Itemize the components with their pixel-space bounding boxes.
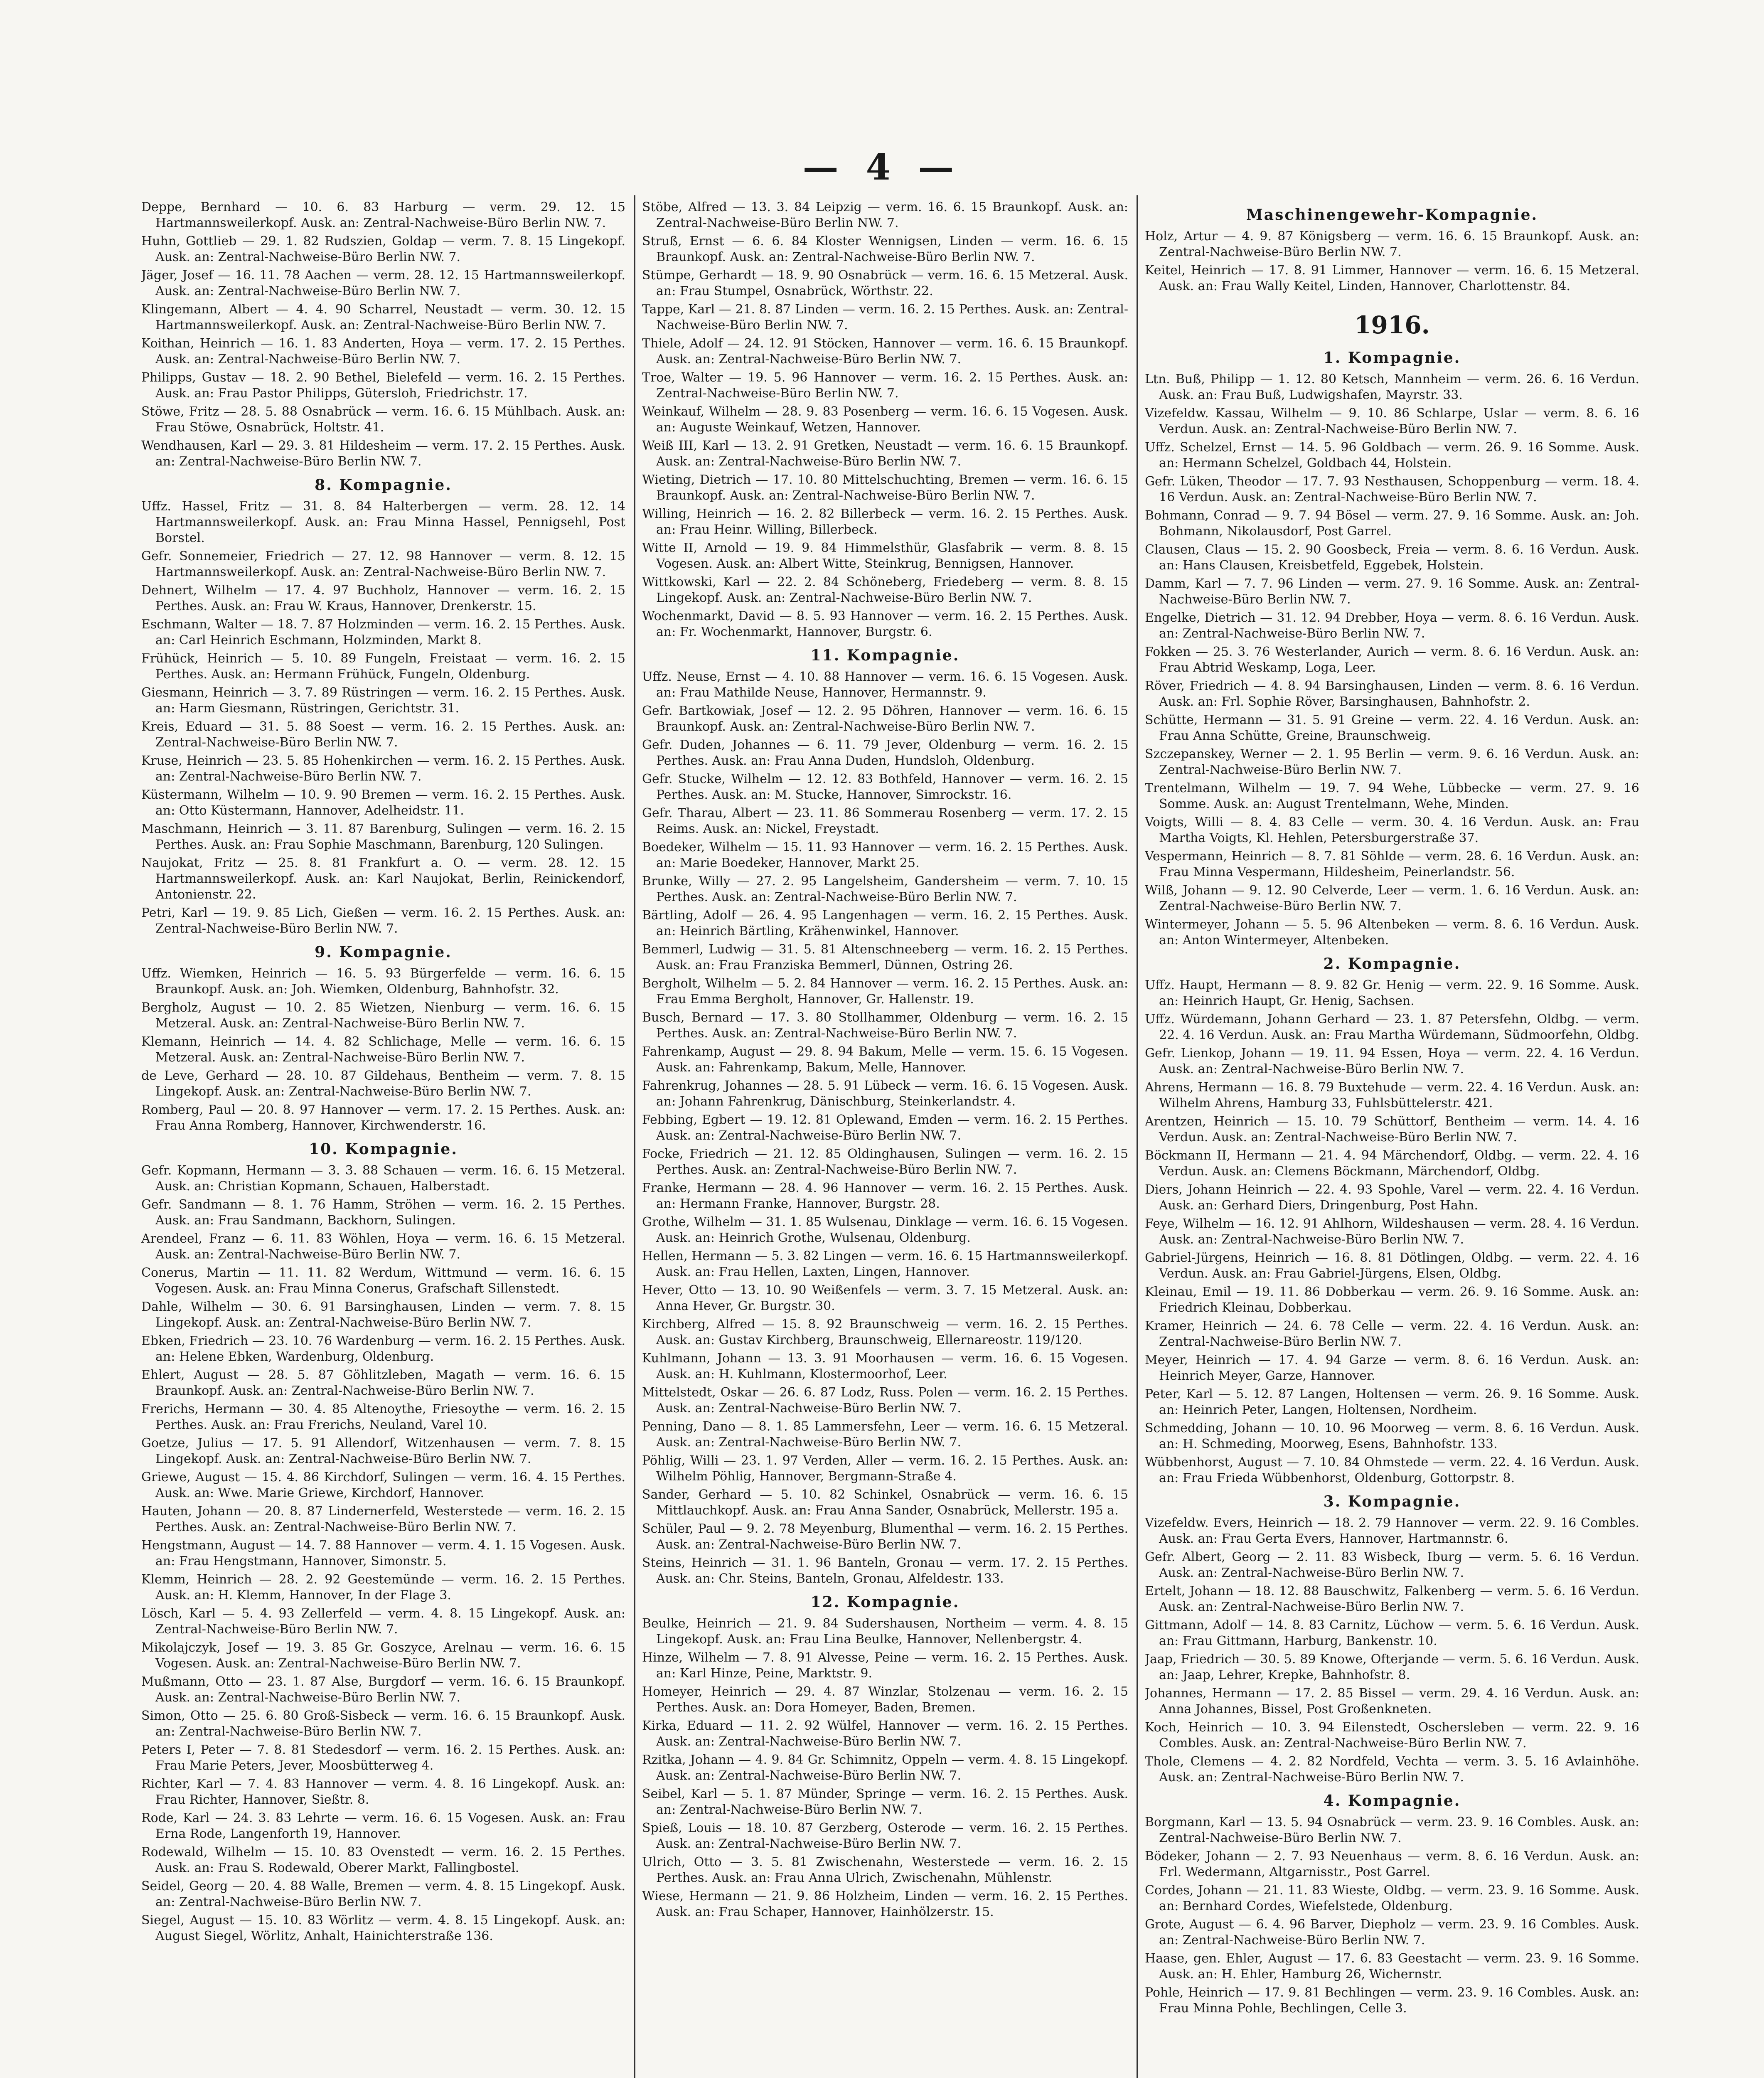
casualty-entry: Peter, Karl — 5. 12. 87 Langen, Holtensen — verm. 26. 9. 16 Somme. Ausk. an: Heinrich Peter, Langen, Holtensen, Nordheim.	[1145, 1387, 1639, 1417]
casualty-entry: Kreis, Eduard — 31. 5. 88 Soest — verm. 16. 2. 15 Perthes. Ausk. an: Zentral-Nachweise-Büro Berlin NW. 7.	[141, 719, 625, 750]
casualty-entry: Dahle, Wilhelm — 30. 6. 91 Barsinghausen, Linden — verm. 7. 8. 15 Lingekopf. Ausk. an: Zentral-Nachweise-Büro Berlin NW. 7.	[141, 1300, 625, 1330]
casualty-entry: Koithan, Heinrich — 16. 1. 83 Anderten, Hoya — verm. 17. 2. 15 Perthes. Ausk. an: Zentral-Nachweise-Büro Berlin NW. 7.	[141, 336, 625, 367]
casualty-entry: Gefr. Lienkop, Johann — 19. 11. 94 Essen, Hoya — verm. 22. 4. 16 Verdun. Ausk. an: Zentral-Nachweise-Büro Berlin NW. 7.	[1145, 1046, 1639, 1076]
casualty-entry: Jäger, Josef — 16. 11. 78 Aachen — verm. 28. 12. 15 Hartmannsweilerkopf. Ausk. an: Zentral-Nachweise-Büro Berlin NW. 7.	[141, 268, 625, 298]
casualty-entry: Kuhlmann, Johann — 13. 3. 91 Moorhausen — verm. 16. 6. 15 Vogesen. Ausk. an: H. Kuhlmann, Klostermoorhof, Leer.	[642, 1351, 1128, 1381]
casualty-entry: Ertelt, Johann — 18. 12. 88 Bauschwitz, Falkenberg — verm. 5. 6. 16 Verdun. Ausk. an: Zentral-Nachweise-Büro Berlin NW. 7.	[1145, 1584, 1639, 1614]
casualty-entry: Gefr. Bartkowiak, Josef — 12. 2. 95 Döhren, Hannover — verm. 16. 6. 15 Braunkopf. Ausk. an: Zentral-Nachweise-Büro Berlin NW. 7.	[642, 704, 1128, 734]
section-heading: 9. Kompagnie.	[315, 943, 452, 961]
casualty-entry: Petri, Karl — 19. 9. 85 Lich, Gießen — verm. 16. 2. 15 Perthes. Ausk. an: Zentral-Nachweise-Büro Berlin NW. 7.	[141, 906, 625, 936]
casualty-entry: Wilß, Johann — 9. 12. 90 Celverde, Leer — verm. 1. 6. 16 Verdun. Ausk. an: Zentral-Nachweise-Büro Berlin NW. 7.	[1145, 883, 1639, 913]
casualty-entry: Stümpe, Gerhardt — 18. 9. 90 Osnabrück — verm. 16. 6. 15 Metzeral. Ausk. an: Frau Stumpel, Osnabrück, Wörthstr. 22.	[642, 268, 1128, 298]
column-2	[642, 199, 1128, 2078]
casualty-entry: Conerus, Martin — 11. 11. 82 Werdum, Wittmund — verm. 16. 6. 15 Vogesen. Ausk. an: Frau Minna Conerus, Grafschaft Sillenstedt.	[141, 1266, 625, 1296]
casualty-entry: Focke, Friedrich — 21. 12. 85 Oldinghausen, Sulingen — verm. 16. 2. 15 Perthes. Ausk. an: Zentral-Nachweise-Büro Berlin NW. 7.	[642, 1147, 1128, 1177]
casualty-entry: Wiese, Hermann — 21. 9. 86 Holzheim, Linden — verm. 16. 2. 15 Perthes. Ausk. an: Frau Schaper, Hannover, Hainhölzerstr. 15.	[642, 1889, 1128, 1919]
casualty-entry: Beulke, Heinrich — 21. 9. 84 Sudershausen, Northeim — verm. 4. 8. 15 Lingekopf. Ausk. an: Frau Lina Beulke, Hannover, Nellenbergstr. 4.	[642, 1616, 1128, 1647]
casualty-entry: Griewe, August — 15. 4. 86 Kirchdorf, Sulingen — verm. 16. 4. 15 Perthes. Ausk. an: Wwe. Marie Griewe, Kirchdorf, Hannover.	[141, 1470, 625, 1500]
casualty-entry: Uffz. Neuse, Ernst — 4. 10. 88 Hannover — verm. 16. 6. 15 Vogesen. Ausk. an: Frau Mathilde Neuse, Hannover, Hermannstr. 9.	[642, 670, 1128, 700]
casualty-entry: Uffz. Haupt, Hermann — 8. 9. 82 Gr. Henig — verm. 22. 9. 16 Somme. Ausk. an: Heinrich Haupt, Gr. Henig, Sachsen.	[1145, 978, 1639, 1008]
casualty-entry: Thiele, Adolf — 24. 12. 91 Stöcken, Hannover — verm. 16. 6. 15 Braunkopf. Ausk. an: Zentral-Nachweise-Büro Berlin NW. 7.	[642, 336, 1128, 367]
casualty-entry: Mikolajczyk, Josef — 19. 3. 85 Gr. Goszyce, Arelnau — verm. 16. 6. 15 Vogesen. Ausk. an: Zentral-Nachweise-Büro Berlin NW. 7.	[141, 1640, 625, 1671]
casualty-entry: Romberg, Paul — 20. 8. 97 Hannover — verm. 17. 2. 15 Perthes. Ausk. an: Frau Anna Romberg, Hannover, Kirchwenderstr. 16.	[141, 1103, 625, 1133]
casualty-entry: Szczepanskey, Werner — 2. 1. 95 Berlin — verm. 9. 6. 16 Verdun. Ausk. an: Zentral-Nachweise-Büro Berlin NW. 7.	[1145, 747, 1639, 777]
casualty-entry: Rzitka, Johann — 4. 9. 84 Gr. Schimnitz, Oppeln — verm. 4. 8. 15 Lingekopf. Ausk. an: Zentral-Nachweise-Büro Berlin NW. 7.	[642, 1753, 1128, 1783]
casualty-entry: Wittkowski, Karl — 22. 2. 84 Schöneberg, Friedeberg — verm. 8. 8. 15 Lingekopf. Ausk. an: Zentral-Nachweise-Büro Berlin NW. 7.	[642, 575, 1128, 605]
casualty-entry: Boedeker, Wilhelm — 15. 11. 93 Hannover — verm. 16. 2. 15 Perthes. Ausk. an: Marie Boedeker, Hannover, Markt 25.	[642, 840, 1128, 870]
casualty-entry: Johannes, Hermann — 17. 2. 85 Bissel — verm. 29. 4. 16 Verdun. Ausk. an: Anna Johannes, Bissel, Post Großenkneten.	[1145, 1686, 1639, 1716]
casualty-entry: Kirka, Eduard — 11. 2. 92 Wülfel, Hannover — verm. 16. 2. 15 Perthes. Ausk. an: Zentral-Nachweise-Büro Berlin NW. 7.	[642, 1719, 1128, 1749]
casualty-entry: Hellen, Hermann — 5. 3. 82 Lingen — verm. 16. 6. 15 Hartmannsweilerkopf. Ausk. an: Frau Hellen, Laxten, Lingen, Hannover.	[642, 1249, 1128, 1279]
year-heading: 1916.	[1354, 311, 1430, 339]
casualty-entry: Spieß, Louis — 18. 10. 87 Gerzberg, Osterode — verm. 16. 2. 15 Perthes. Ausk. an: Zentral-Nachweise-Büro Berlin NW. 7.	[642, 1821, 1128, 1851]
casualty-entry: Naujokat, Fritz — 25. 8. 81 Frankfurt a. O. — verm. 28. 12. 15 Hartmannsweilerkopf. Ausk. an: Karl Naujokat, Berlin, Reinickendorf, Antonienstr. 22.	[141, 856, 625, 902]
casualty-entry: Wübbenhorst, August — 7. 10. 84 Ohmstede — verm. 22. 4. 16 Verdun. Ausk. an: Frau Frieda Wübbenhorst, Oldenburg, Gottorpstr. 8.	[1145, 1455, 1639, 1485]
casualty-entry: Wieting, Dietrich — 17. 10. 80 Mittelschuchting, Bremen — verm. 16. 6. 15 Braunkopf. Ausk. an: Zentral-Nachweise-Büro Berlin NW. 7.	[642, 473, 1128, 503]
casualty-entry: Siegel, August — 15. 10. 83 Wörlitz — verm. 4. 8. 15 Lingekopf. Ausk. an: August Siegel, Wörlitz, Anhalt, Hainichterstraße 136.	[141, 1913, 625, 1943]
casualty-entry: Fahrenkamp, August — 29. 8. 94 Bakum, Melle — verm. 15. 6. 15 Vogesen. Ausk. an: Fahrenkamp, Bakum, Melle, Hannover.	[642, 1044, 1128, 1075]
casualty-entry: Willing, Heinrich — 16. 2. 82 Billerbeck — verm. 16. 2. 15 Perthes. Ausk. an: Frau Heinr. Willing, Billerbeck.	[642, 507, 1128, 537]
casualty-entry: Böckmann II, Hermann — 21. 4. 94 Märchendorf, Oldbg. — verm. 22. 4. 16 Verdun. Ausk. an: Clemens Böckmann, Märchendorf, Oldbg.	[1145, 1148, 1639, 1179]
casualty-entry: Simon, Otto — 25. 6. 80 Groß-Sisbeck — verm. 16. 6. 15 Braunkopf. Ausk. an: Zentral-Nachweise-Büro Berlin NW. 7.	[141, 1709, 625, 1739]
casualty-entry: Bohmann, Conrad — 9. 7. 94 Bösel — verm. 27. 9. 16 Somme. Ausk. an: Joh. Bohmann, Nikolausdorf, Post Garrel.	[1145, 508, 1639, 539]
casualty-entry: Hengstmann, August — 14. 7. 88 Hannover — verm. 4. 1. 15 Vogesen. Ausk. an: Frau Hengstmann, Hannover, Simonstr. 5.	[141, 1538, 625, 1568]
casualty-entry: Ltn. Buß, Philipp — 1. 12. 80 Ketsch, Mannheim — verm. 26. 6. 16 Verdun. Ausk. an: Frau Buß, Ludwigshafen, Mayrstr. 33.	[1145, 372, 1639, 402]
casualty-entry: Rode, Karl — 24. 3. 83 Lehrte — verm. 16. 6. 15 Vogesen. Ausk. an: Frau Erna Rode, Langenforth 19, Hannover.	[141, 1811, 625, 1841]
casualty-entry: Bärtling, Adolf — 26. 4. 95 Langenhagen — verm. 16. 2. 15 Perthes. Ausk. an: Heinrich Bärtling, Krähenwinkel, Hannover.	[642, 908, 1128, 938]
casualty-entry: Klemann, Heinrich — 14. 4. 82 Schlichage, Melle — verm. 16. 6. 15 Metzeral. Ausk. an: Zentral-Nachweise-Büro Berlin NW. 7.	[141, 1034, 625, 1065]
casualty-entry: Stöwe, Fritz — 28. 5. 88 Osnabrück — verm. 16. 6. 15 Mühlbach. Ausk. an: Frau Stöwe, Osnabrück, Holtstr. 41.	[141, 404, 625, 435]
section-heading: 4. Kompagnie.	[1323, 1792, 1461, 1810]
casualty-entry: Busch, Bernard — 17. 3. 80 Stollhammer, Oldenburg — verm. 16. 2. 15 Perthes. Ausk. an: Zentral-Nachweise-Büro Berlin NW. 7.	[642, 1010, 1128, 1041]
section-heading: 3. Kompagnie.	[1323, 1493, 1461, 1510]
casualty-entry: Arendeel, Franz — 6. 11. 83 Wöhlen, Hoya — verm. 16. 6. 15 Metzeral. Ausk. an: Zentral-Nachweise-Büro Berlin NW. 7.	[141, 1231, 625, 1262]
casualty-entry: Klemm, Heinrich — 28. 2. 92 Geestemünde — verm. 16. 2. 15 Perthes. Ausk. an: H. Klemm, Hannover, In der Flage 3.	[141, 1572, 625, 1603]
casualty-entry: Ebken, Friedrich — 23. 10. 76 Wardenburg — verm. 16. 2. 15 Perthes. Ausk. an: Helene Ebken, Wardenburg, Oldenburg.	[141, 1334, 625, 1364]
section-heading: 2. Kompagnie.	[1323, 955, 1461, 973]
casualty-entry: Huhn, Gottlieb — 29. 1. 82 Rudszien, Goldap — verm. 7. 8. 15 Lingekopf. Ausk. an: Zentral-Nachweise-Büro Berlin NW. 7.	[141, 234, 625, 264]
casualty-entry: Struß, Ernst — 6. 6. 84 Kloster Wennigsen, Linden — verm. 16. 6. 15 Braunkopf. Ausk. an: Zentral-Nachweise-Büro Berlin NW. 7.	[642, 234, 1128, 264]
casualty-entry: Küstermann, Wilhelm — 10. 9. 90 Bremen — verm. 16. 2. 15 Perthes. Ausk. an: Otto Küstermann, Hannover, Adelheidstr. 11.	[141, 788, 625, 818]
casualty-entry: Bergholz, August — 10. 2. 85 Wietzen, Nienburg — verm. 16. 6. 15 Metzeral. Ausk. an: Zentral-Nachweise-Büro Berlin NW. 7.	[141, 1000, 625, 1031]
section-heading: 12. Kompagnie.	[810, 1593, 960, 1611]
casualty-entry: Röver, Friedrich — 4. 8. 94 Barsinghausen, Linden — verm. 8. 6. 16 Verdun. Ausk. an: Frl. Sophie Röver, Barsinghausen, Bahnhofstr. 2.	[1145, 679, 1639, 709]
casualty-entry: Tappe, Karl — 21. 8. 87 Linden — verm. 16. 2. 15 Perthes. Ausk. an: Zentral-Nachweise-Büro Berlin NW. 7.	[642, 302, 1128, 332]
casualty-entry: Uffz. Schelzel, Ernst — 14. 5. 96 Goldbach — verm. 26. 9. 16 Somme. Ausk. an: Hermann Schelzel, Goldbach 44, Holstein.	[1145, 440, 1639, 470]
casualty-entry: Vespermann, Heinrich — 8. 7. 81 Söhlde — verm. 28. 6. 16 Verdun. Ausk. an: Frau Minna Vespermann, Hildesheim, Peinerlandstr. 56.	[1145, 849, 1639, 879]
section-heading: Maschinengewehr-Kompagnie.	[1246, 206, 1538, 224]
casualty-entry: Penning, Dano — 8. 1. 85 Lammersfehn, Leer — verm. 16. 6. 15 Metzeral. Ausk. an: Zentral-Nachweise-Büro Berlin NW. 7.	[642, 1419, 1128, 1450]
casualty-entry: Thole, Clemens — 4. 2. 82 Nordfeld, Vechta — verm. 3. 5. 16 Avlainhöhe. Ausk. an: Zentral-Nachweise-Büro Berlin NW. 7.	[1145, 1754, 1639, 1785]
casualty-entry: Feye, Wilhelm — 16. 12. 91 Ahlhorn, Wildeshausen — verm. 28. 4. 16 Verdun. Ausk. an: Zentral-Nachweise-Büro Berlin NW. 7.	[1145, 1216, 1639, 1247]
casualty-entry: Gefr. Kopmann, Hermann — 3. 3. 88 Schauen — verm. 16. 6. 15 Metzeral. Ausk. an: Christian Kopmann, Schauen, Halberstadt.	[141, 1163, 625, 1194]
casualty-entry: Philipps, Gustav — 18. 2. 90 Bethel, Bielefeld — verm. 16. 2. 15 Perthes. Ausk. an: Frau Pastor Philipps, Gütersloh, Friedrichstr. 17.	[141, 370, 625, 401]
casualty-entry: Homeyer, Heinrich — 29. 4. 87 Winzlar, Stolzenau — verm. 16. 2. 15 Perthes. Ausk. an: Dora Homeyer, Baden, Bremen.	[642, 1684, 1128, 1715]
section-heading: 8. Kompagnie.	[315, 476, 452, 494]
casualty-entry: Gefr. Lüken, Theodor — 17. 7. 93 Nesthausen, Schoppenburg — verm. 18. 4. 16 Verdun. Ausk. an: Zentral-Nachweise-Büro Berlin NW. 7.	[1145, 474, 1639, 505]
casualty-entry: Ehlert, August — 28. 5. 87 Göhlitzleben, Magath — verm. 16. 6. 15 Braunkopf. Ausk. an: Zentral-Nachweise-Büro Berlin NW. 7.	[141, 1368, 625, 1398]
casualty-entry: Hever, Otto — 13. 10. 90 Weißenfels — verm. 3. 7. 15 Metzeral. Ausk. an: Anna Hever, Gr. Burgstr. 30.	[642, 1283, 1128, 1313]
casualty-entry: Grote, August — 6. 4. 96 Barver, Diepholz — verm. 23. 9. 16 Combles. Ausk. an: Zentral-Nachweise-Büro Berlin NW. 7.	[1145, 1917, 1639, 1948]
casualty-entry: Gefr. Duden, Johannes — 6. 11. 79 Jever, Oldenburg — verm. 16. 2. 15 Perthes. Ausk. an: Frau Anna Duden, Hundsloh, Oldenburg.	[642, 738, 1128, 768]
casualty-entry: Richter, Karl — 7. 4. 83 Hannover — verm. 4. 8. 16 Lingekopf. Ausk. an: Frau Richter, Hannover, Sießtr. 8.	[141, 1777, 625, 1807]
casualty-entry: Weinkauf, Wilhelm — 28. 9. 83 Posenberg — verm. 16. 6. 15 Vogesen. Ausk. an: Auguste Weinkauf, Wetzen, Hannover.	[642, 404, 1128, 435]
casualty-entry: de Leve, Gerhard — 28. 10. 87 Gildehaus, Bentheim — verm. 7. 8. 15 Lingekopf. Ausk. an: Zentral-Nachweise-Büro Berlin NW. 7.	[141, 1069, 625, 1099]
casualty-entry: Bemmerl, Ludwig — 31. 5. 81 Altenschneeberg — verm. 16. 2. 15 Perthes. Ausk. an: Frau Franziska Bemmerl, Dünnen, Ostring 26.	[642, 942, 1128, 973]
casualty-entry: Gittmann, Adolf — 14. 8. 83 Carnitz, Lüchow — verm. 5. 6. 16 Verdun. Ausk. an: Frau Gittmann, Harburg, Bankenstr. 10.	[1145, 1618, 1639, 1648]
casualty-entry: Kirchberg, Alfred — 15. 8. 92 Braunschweig — verm. 16. 2. 15 Perthes. Ausk. an: Gustav Kirchberg, Braunschweig, Ellernareostr. 119/120.	[642, 1317, 1128, 1347]
casualty-entry: Goetze, Julius — 17. 5. 91 Allendorf, Witzenhausen — verm. 7. 8. 15 Lingekopf. Ausk. an: Zentral-Nachweise-Büro Berlin NW. 7.	[141, 1436, 625, 1466]
casualty-entry: Pohle, Heinrich — 17. 9. 81 Bechlingen — verm. 23. 9. 16 Combles. Ausk. an: Frau Minna Pohle, Bechlingen, Celle 3.	[1145, 1985, 1639, 2016]
casualty-entry: Maschmann, Heinrich — 3. 11. 87 Barenburg, Sulingen — verm. 16. 2. 15 Perthes. Ausk. an: Frau Sophie Maschmann, Barenburg, 120 Sulingen.	[141, 822, 625, 852]
casualty-entry: Gefr. Stucke, Wilhelm — 12. 12. 83 Bothfeld, Hannover — verm. 16. 2. 15 Perthes. Ausk. an: M. Stucke, Hannover, Simrockstr. 16.	[642, 772, 1128, 802]
casualty-entry: Schmedding, Johann — 10. 10. 96 Moorweg — verm. 8. 6. 16 Verdun. Ausk. an: H. Schmeding, Moorweg, Esens, Bahnhofstr. 133.	[1145, 1421, 1639, 1451]
casualty-entry: Hauten, Johann — 20. 8. 87 Lindernerfeld, Westerstede — verm. 16. 2. 15 Perthes. Ausk. an: Zentral-Nachweise-Büro Berlin NW. 7.	[141, 1504, 625, 1534]
casualty-entry: Mußmann, Otto — 23. 1. 87 Alse, Burgdorf — verm. 16. 6. 15 Braunkopf. Ausk. an: Zentral-Nachweise-Büro Berlin NW. 7.	[141, 1674, 625, 1705]
casualty-entry: Fahrenkrug, Johannes — 28. 5. 91 Lübeck — verm. 16. 6. 15 Vogesen. Ausk. an: Johann Fahrenkrug, Dänischburg, Steinkerlandstr. 4.	[642, 1078, 1128, 1109]
casualty-entry: Ahrens, Hermann — 16. 8. 79 Buxtehude — verm. 22. 4. 16 Verdun. Ausk. an: Wilhelm Ahrens, Hamburg 33, Fuhlsbüttelerstr. 421.	[1145, 1080, 1639, 1110]
casualty-entry: Koch, Heinrich — 10. 3. 94 Eilenstedt, Oschersleben — verm. 22. 9. 16 Combles. Ausk. an: Zentral-Nachweise-Büro Berlin NW. 7.	[1145, 1720, 1639, 1751]
casualty-entry: Holz, Artur — 4. 9. 87 Königsberg — verm. 16. 6. 15 Braunkopf. Ausk. an: Zentral-Nachweise-Büro Berlin NW. 7.	[1145, 229, 1639, 259]
casualty-entry: Franke, Hermann — 28. 4. 96 Hannover — verm. 16. 2. 15 Perthes. Ausk. an: Hermann Franke, Hannover, Burgstr. 28.	[642, 1181, 1128, 1211]
casualty-entry: Vizefeldw. Kassau, Wilhelm — 9. 10. 86 Schlarpe, Uslar — verm. 8. 6. 16 Verdun. Ausk. an: Zentral-Nachweise-Büro Berlin NW. 7.	[1145, 406, 1639, 436]
casualty-entry: Stöbe, Alfred — 13. 3. 84 Leipzig — verm. 16. 6. 15 Braunkopf. Ausk. an: Zentral-Nachweise-Büro Berlin NW. 7.	[642, 200, 1128, 230]
casualty-entry: Steins, Heinrich — 31. 1. 96 Banteln, Gronau — verm. 17. 2. 15 Perthes. Ausk. an: Chr. Steins, Banteln, Gronau, Alfeldestr. 133.	[642, 1556, 1128, 1586]
casualty-entry: Kleinau, Emil — 19. 11. 86 Dobberkau — verm. 26. 9. 16 Somme. Ausk. an: Friedrich Kleinau, Dobberkau.	[1145, 1285, 1639, 1315]
casualty-entry: Weiß III, Karl — 13. 2. 91 Gretken, Neustadt — verm. 16. 6. 15 Braunkopf. Ausk. an: Zentral-Nachweise-Büro Berlin NW. 7.	[642, 438, 1128, 469]
casualty-entry: Keitel, Heinrich — 17. 8. 91 Limmer, Hannover — verm. 16. 6. 15 Metzeral. Ausk. an: Frau Wally Keitel, Linden, Hannover, Charlottenstr. 84.	[1145, 263, 1639, 293]
column-divider	[1137, 195, 1138, 2078]
casualty-entry: Trentelmann, Wilhelm — 19. 7. 94 Wehe, Lübbecke — verm. 27. 9. 16 Somme. Ausk. an: August Trentelmann, Wehe, Minden.	[1145, 781, 1639, 811]
column-1	[141, 199, 625, 2078]
casualty-entry: Ulrich, Otto — 3. 5. 81 Zwischenahn, Westerstede — verm. 16. 2. 15 Perthes. Ausk. an: Frau Anna Ulrich, Zwischenahn, Mühlenstr.	[642, 1855, 1128, 1885]
casualty-entry: Mittelstedt, Oskar — 26. 6. 87 Lodz, Russ. Polen — verm. 16. 2. 15 Perthes. Ausk. an: Zentral-Nachweise-Büro Berlin NW. 7.	[642, 1385, 1128, 1416]
page-number: — 4 —	[802, 146, 962, 188]
casualty-entry: Gabriel-Jürgens, Heinrich — 16. 8. 81 Dötlingen, Oldbg. — verm. 22. 4. 16 Verdun. Ausk. an: Frau Gabriel-Jürgens, Elsen, Oldbg.	[1145, 1251, 1639, 1281]
casualty-entry: Haase, gen. Ehler, August — 17. 6. 83 Geestacht — verm. 23. 9. 16 Somme. Ausk. an: H. Ehler, Hamburg 26, Wichernstr.	[1145, 1951, 1639, 1982]
section-heading: 10. Kompagnie.	[309, 1140, 458, 1158]
casualty-entry: Uffz. Wiemken, Heinrich — 16. 5. 93 Bürgerfelde — verm. 16. 6. 15 Braunkopf. Ausk. an: Joh. Wiemken, Oldenburg, Bahnhofstr. 32.	[141, 966, 625, 997]
casualty-entry: Deppe, Bernhard — 10. 6. 83 Harburg — verm. 29. 12. 15 Hartmannsweilerkopf. Ausk. an: Zentral-Nachweise-Büro Berlin NW. 7.	[141, 200, 625, 230]
casualty-entry: Wintermeyer, Johann — 5. 5. 96 Altenbeken — verm. 8. 6. 16 Verdun. Ausk. an: Anton Wintermeyer, Altenbeken.	[1145, 917, 1639, 948]
casualty-entry: Damm, Karl — 7. 7. 96 Linden — verm. 27. 9. 16 Somme. Ausk. an: Zentral-Nachweise-Büro Berlin NW. 7.	[1145, 576, 1639, 607]
casualty-entry: Rodewald, Wilhelm — 15. 10. 83 Ovenstedt — verm. 16. 2. 15 Perthes. Ausk. an: Frau S. Rodewald, Oberer Markt, Fallingbostel.	[141, 1845, 625, 1875]
casualty-entry: Bödeker, Johann — 2. 7. 93 Neuenhaus — verm. 8. 6. 16 Verdun. Ausk. an: Frl. Wedermann, Altgarnisstr., Post Garrel.	[1145, 1849, 1639, 1879]
casualty-entry: Brunke, Willy — 27. 2. 95 Langelsheim, Gandersheim — verm. 7. 10. 15 Perthes. Ausk. an: Zentral-Nachweise-Büro Berlin NW. 7.	[642, 874, 1128, 904]
casualty-entry: Bergholt, Wilhelm — 5. 2. 84 Hannover — verm. 16. 2. 15 Perthes. Ausk. an: Frau Emma Bergholt, Hannover, Gr. Hallenstr. 19.	[642, 976, 1128, 1007]
casualty-entry: Gefr. Tharau, Albert — 23. 11. 86 Sommerau Rosenberg — verm. 17. 2. 15 Reims. Ausk. an: Nickel, Freystadt.	[642, 806, 1128, 836]
casualty-entry: Wochenmarkt, David — 8. 5. 93 Hannover — verm. 16. 2. 15 Perthes. Ausk. an: Fr. Wochenmarkt, Hannover, Burgstr. 6.	[642, 609, 1128, 639]
casualty-entry: Grothe, Wilhelm — 31. 1. 85 Wulsenau, Dinklage — verm. 16. 6. 15 Vogesen. Ausk. an: Heinrich Grothe, Wulsenau, Oldenburg.	[642, 1215, 1128, 1245]
casualty-entry: Engelke, Dietrich — 31. 12. 94 Drebber, Hoya — verm. 8. 6. 16 Verdun. Ausk. an: Zentral-Nachweise-Büro Berlin NW. 7.	[1145, 611, 1639, 641]
casualty-entry: Uffz. Würdemann, Johann Gerhard — 23. 1. 87 Petersfehn, Oldbg. — verm. 22. 4. 16 Verdun. Ausk. an: Frau Martha Würdemann, Südmoorfehn, Oldbg.	[1145, 1012, 1639, 1042]
casualty-entry: Arentzen, Heinrich — 15. 10. 79 Schüttorf, Bentheim — verm. 14. 4. 16 Verdun. Ausk. an: Zentral-Nachweise-Büro Berlin NW. 7.	[1145, 1114, 1639, 1145]
casualty-entry: Schütte, Hermann — 31. 5. 91 Greine — verm. 22. 4. 16 Verdun. Ausk. an: Frau Anna Schütte, Greine, Braunschweig.	[1145, 713, 1639, 743]
casualty-entry: Clausen, Claus — 15. 2. 90 Goosbeck, Freia — verm. 8. 6. 16 Verdun. Ausk. an: Hans Clausen, Kreisbetfeld, Eggebek, Holstein.	[1145, 542, 1639, 573]
casualty-entry: Voigts, Willi — 8. 4. 83 Celle — verm. 30. 4. 16 Verdun. Ausk. an: Frau Martha Voigts, Kl. Hehlen, Petersburgerstraße 37.	[1145, 815, 1639, 845]
casualty-entry: Kruse, Heinrich — 23. 5. 85 Hohenkirchen — verm. 16. 2. 15 Perthes. Ausk. an: Zentral-Nachweise-Büro Berlin NW. 7.	[141, 753, 625, 784]
casualty-entry: Fokken — 25. 3. 76 Westerlander, Aurich — verm. 8. 6. 16 Verdun. Ausk. an: Frau Abtrid Weskamp, Loga, Leer.	[1145, 645, 1639, 675]
casualty-entry: Borgmann, Karl — 13. 5. 94 Osnabrück — verm. 23. 9. 16 Combles. Ausk. an: Zentral-Nachweise-Büro Berlin NW. 7.	[1145, 1815, 1639, 1845]
casualty-entry: Hinze, Wilhelm — 7. 8. 91 Alvesse, Peine — verm. 16. 2. 15 Perthes. Ausk. an: Karl Hinze, Peine, Marktstr. 9.	[642, 1650, 1128, 1681]
casualty-entry: Sander, Gerhard — 5. 10. 82 Schinkel, Osnabrück — verm. 16. 6. 15 Mittlauchkopf. Ausk. an: Frau Anna Sander, Osnabrück, Mellerstr. 195 a.	[642, 1487, 1128, 1518]
casualty-entry: Meyer, Heinrich — 17. 4. 94 Garze — verm. 8. 6. 16 Verdun. Ausk. an: Heinrich Meyer, Garze, Hannover.	[1145, 1353, 1639, 1383]
column-3	[1145, 199, 1639, 2078]
casualty-entry: Gefr. Sandmann — 8. 1. 76 Hamm, Ströhen — verm. 16. 2. 15 Perthes. Ausk. an: Frau Sandmann, Backhorn, Sulingen.	[141, 1197, 625, 1228]
casualty-entry: Peters I, Peter — 7. 8. 81 Stedesdorf — verm. 16. 2. 15 Perthes. Ausk. an: Frau Marie Peters, Jever, Moosbütterweg 4.	[141, 1743, 625, 1773]
casualty-entry: Troe, Walter — 19. 5. 96 Hannover — verm. 16. 2. 15 Perthes. Ausk. an: Zentral-Nachweise-Büro Berlin NW. 7.	[642, 370, 1128, 401]
casualty-entry: Pöhlig, Willi — 23. 1. 97 Verden, Aller — verm. 16. 2. 15 Perthes. Ausk. an: Wilhelm Pöhlig, Hannover, Bergmann-Straße 4.	[642, 1453, 1128, 1484]
casualty-entry: Schüler, Paul — 9. 2. 78 Meyenburg, Blumenthal — verm. 16. 2. 15 Perthes. Ausk. an: Zentral-Nachweise-Büro Berlin NW. 7.	[642, 1522, 1128, 1552]
casualty-entry: Witte II, Arnold — 19. 9. 84 Himmelsthür, Glasfabrik — verm. 8. 8. 15 Vogesen. Ausk. an: Albert Witte, Steinkrug, Bennigsen, Hannover.	[642, 541, 1128, 571]
casualty-entry: Wendhausen, Karl — 29. 3. 81 Hildesheim — verm. 17. 2. 15 Perthes. Ausk. an: Zentral-Nachweise-Büro Berlin NW. 7.	[141, 438, 625, 469]
casualty-entry: Jaap, Friedrich — 30. 5. 89 Knowe, Ofterjande — verm. 5. 6. 16 Verdun. Ausk. an: Jaap, Lehrer, Krepke, Bahnhofstr. 8.	[1145, 1652, 1639, 1682]
casualty-entry: Lösch, Karl — 5. 4. 93 Zellerfeld — verm. 4. 8. 15 Lingekopf. Ausk. an: Zentral-Nachweise-Büro Berlin NW. 7.	[141, 1606, 625, 1637]
casualty-entry: Diers, Johann Heinrich — 22. 4. 93 Spohle, Varel — verm. 22. 4. 16 Verdun. Ausk. an: Gerhard Diers, Dringenburg, Post Hahn.	[1145, 1182, 1639, 1213]
casualty-entry: Klingemann, Albert — 4. 4. 90 Scharrel, Neustadt — verm. 30. 12. 15 Hartmannsweilerkopf. Ausk. an: Zentral-Nachweise-Büro Berlin NW. 7.	[141, 302, 625, 332]
column-divider	[634, 195, 635, 2078]
section-heading: 1. Kompagnie.	[1323, 349, 1461, 367]
casualty-entry: Vizefeldw. Evers, Heinrich — 18. 2. 79 Hannover — verm. 22. 9. 16 Combles. Ausk. an: Frau Gerta Evers, Hannover, Hartmannstr. 6.	[1145, 1516, 1639, 1546]
casualty-entry: Uffz. Hassel, Fritz — 31. 8. 84 Halterbergen — verm. 28. 12. 14 Hartmannsweilerkopf. Ausk. an: Frau Minna Hassel, Pennigsehl, Post Borstel.	[141, 499, 625, 545]
casualty-entry: Cordes, Johann — 21. 11. 83 Wieste, Oldbg. — verm. 23. 9. 16 Somme. Ausk. an: Bernhard Cordes, Wiefelstede, Oldenburg.	[1145, 1883, 1639, 1913]
casualty-entry: Giesmann, Heinrich — 3. 7. 89 Rüstringen — verm. 16. 2. 15 Perthes. Ausk. an: Harm Giesmann, Rüstringen, Gerichtstr. 31.	[141, 685, 625, 716]
casualty-entry: Frühück, Heinrich — 5. 10. 89 Fungeln, Freistaat — verm. 16. 2. 15 Perthes. Ausk. an: Hermann Frühück, Fungeln, Oldenburg.	[141, 651, 625, 682]
casualty-entry: Gefr. Sonnemeier, Friedrich — 27. 12. 98 Hannover — verm. 8. 12. 15 Hartmannsweilerkopf. Ausk. an: Zentral-Nachweise-Büro Berlin NW. 7.	[141, 549, 625, 579]
casualty-entry: Gefr. Albert, Georg — 2. 11. 83 Wisbeck, Iburg — verm. 5. 6. 16 Verdun. Ausk. an: Zentral-Nachweise-Büro Berlin NW. 7.	[1145, 1550, 1639, 1580]
casualty-entry: Seidel, Georg — 20. 4. 88 Walle, Bremen — verm. 4. 8. 15 Lingekopf. Ausk. an: Zentral-Nachweise-Büro Berlin NW. 7.	[141, 1879, 625, 1909]
casualty-entry: Febbing, Egbert — 19. 12. 81 Oplewand, Emden — verm. 16. 2. 15 Perthes. Ausk. an: Zentral-Nachweise-Büro Berlin NW. 7.	[642, 1113, 1128, 1143]
section-heading: 11. Kompagnie.	[810, 647, 960, 664]
casualty-entry: Dehnert, Wilhelm — 17. 4. 97 Buchholz, Hannover — verm. 16. 2. 15 Perthes. Ausk. an: Frau W. Kraus, Hannover, Drenkerstr. 15.	[141, 583, 625, 613]
casualty-entry: Eschmann, Walter — 18. 7. 87 Holzminden — verm. 16. 2. 15 Perthes. Ausk. an: Carl Heinrich Eschmann, Holzminden, Markt 8.	[141, 617, 625, 648]
casualty-entry: Seibel, Karl — 5. 1. 87 Münder, Springe — verm. 16. 2. 15 Perthes. Ausk. an: Zentral-Nachweise-Büro Berlin NW. 7.	[642, 1787, 1128, 1817]
casualty-entry: Kramer, Heinrich — 24. 6. 78 Celle — verm. 22. 4. 16 Verdun. Ausk. an: Zentral-Nachweise-Büro Berlin NW. 7.	[1145, 1319, 1639, 1349]
casualty-entry: Frerichs, Hermann — 30. 4. 85 Altenoythe, Friesoythe — verm. 16. 2. 15 Perthes. Ausk. an: Frau Frerichs, Neuland, Varel 10.	[141, 1402, 625, 1432]
